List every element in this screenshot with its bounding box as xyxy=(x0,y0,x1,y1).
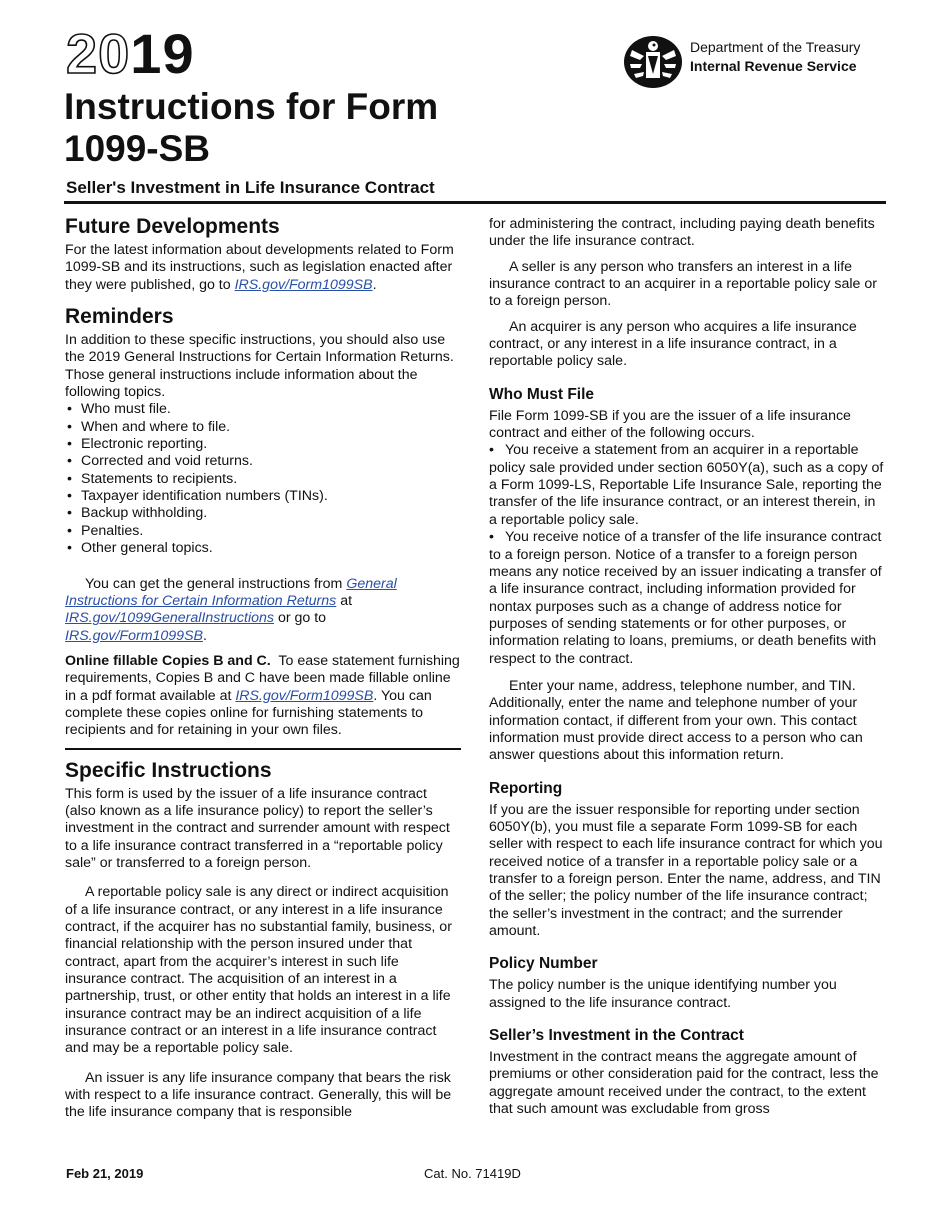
tax-year-solid: 19 xyxy=(130,22,195,85)
list-item: • Other general topics. xyxy=(65,540,461,557)
reporting-text: If you are the issuer responsible for reporting under section 6050Y(b), you must file a separate Form 1099-SB for each seller with respect to each life insurance contract for which you received notice of a transfer in a reportable policy sale or a transfer to a foreign person. Enter the name, address, and TIN of the seller; the policy number of the life insurance contract; the seller’s investment in the contract; and the surrender amount. xyxy=(489,801,883,940)
general-instructions-link[interactable]: General Instructions for Certain Information Returns xyxy=(65,575,397,609)
form-link[interactable]: IRS.gov/Form1099SB xyxy=(65,627,203,644)
seller-investment-heading: Seller’s Investment in the Contract xyxy=(489,1027,744,1045)
header-rule xyxy=(64,201,886,204)
who-must-file-text: File Form 1099-SB if you are the issuer of a life insurance contract and either of the following occurs. xyxy=(489,407,851,442)
list-item: • Taxpayer identification numbers (TINs). xyxy=(65,488,461,505)
page-title: Instructions for Form 1099-SB xyxy=(64,86,439,169)
future-developments-text: For the latest information about developments related to Form 1099-SB and its instructions, such as legislation enacted after they were published, go to IRS.gov/Form1099SB. xyxy=(65,242,454,293)
right-column xyxy=(489,216,887,1126)
acquirer-definition: An acquirer is any person who acquires a life insurance contract, or any interest in a life insurance contract, in a reportable policy sale. xyxy=(489,318,857,370)
future-link[interactable]: IRS.gov/Form1099SB xyxy=(234,276,373,293)
list-item: • Corrected and void returns. xyxy=(65,453,461,470)
continued-paragraph: for administering the contract, including paying death benefits under the life insurance contract. xyxy=(489,216,875,250)
topics-list xyxy=(65,401,461,557)
list-item: • Penalties. xyxy=(65,523,461,540)
revision-date: Feb 21, 2019 xyxy=(66,1166,144,1181)
page-subtitle: Seller's Investment in Life Insurance Contract xyxy=(66,178,435,197)
future-developments-heading: Future Developments xyxy=(65,215,280,238)
seller-definition: A seller is any person who transfers an interest in a life insurance contract to an acquirer in a reportable policy sale or to a foreign person. xyxy=(489,258,878,310)
policy-number-heading: Policy Number xyxy=(489,955,598,973)
list-item: • Electronic reporting. xyxy=(65,436,461,453)
seller-investment-text: Investment in the contract means the aggregate amount of premiums or other consideration paid for the contract, less the aggregate amount received under the contract, to the extent that such amount was excludable from gross xyxy=(489,1049,879,1118)
specific-paragraph-3: An issuer is any life insurance company that bears the risk with respect to a life insurance contract. Generally, this will be the life insurance company that is responsible xyxy=(65,1069,452,1121)
list-item: • Who must file. xyxy=(65,401,461,418)
list-item: • When and where to file. xyxy=(65,419,461,436)
reminders-text: In addition to these specific instructions, you should also use the 2019 General Instructions for Certain Information Returns. Those general instructions include information about the following topics. xyxy=(65,332,454,401)
irs-eagle-icon xyxy=(622,34,684,90)
specific-instructions-heading: Specific Instructions xyxy=(65,758,272,782)
who-must-file-bullet-1: • You receive a statement from an acquirer in a reportable policy sale provided under section 6050Y(a), such as a copy of a Form 1099-LS, Reportable Life Insurance Sale, reporting the transfer of the life insurance contract, or an interest therein, in a reportable policy sale. xyxy=(489,442,884,528)
tax-year-outline: 20 xyxy=(66,22,131,85)
left-column xyxy=(65,214,461,1130)
who-must-file-bullet-2: • You receive notice of a transfer of the life insurance contract to a foreign person. Notice of a transfer to a foreign person means any notice received by an issuer indicating a transfer of a life insurance contract, including information provided for nontax purposes such as a change of address notice for purposes of sending statements or for other purposes, or information relating to loans, premiums, or death benefits with respect to the contract. xyxy=(489,529,882,667)
irs-logo-block xyxy=(622,34,892,90)
list-item: • Backup withholding. xyxy=(65,505,461,522)
who-must-file-heading: Who Must File xyxy=(489,385,595,403)
dept-name: Department of the Treasury xyxy=(690,39,861,55)
contact-info-text: Enter your name, address, telephone number, and TIN. Additionally, enter the name and telephone number of your information contact, if different from your own. This contact information must provide direct access to a person who can answer questions about this information return. xyxy=(489,677,863,764)
policy-number-text: The policy number is the unique identifying number you assigned to the life insurance contract. xyxy=(489,977,837,1011)
reporting-heading: Reporting xyxy=(489,779,563,797)
fillable-link[interactable]: IRS.gov/Form1099SB xyxy=(235,687,374,704)
fillable-copies-text: Online fillable Copies B and C. To ease statement furnishing requirements, Copies B and C have been made fillable online in a pdf format available at IRS.gov/Form1099SB. You can complete these copies online for furnishing statements to recipients and for retaining in your own files. xyxy=(65,652,460,739)
reminders-heading: Reminders xyxy=(65,305,174,329)
tax-year xyxy=(66,22,195,85)
general-instructions-text: You can get the general instructions from General Instructions for Certain Information Returns at IRS.gov/1099GeneralInstructions or go to IRS.gov/Form1099SB. xyxy=(65,575,397,644)
general-instructions-url-link[interactable]: IRS.gov/1099GeneralInstructions xyxy=(65,610,274,627)
agency-name: Internal Revenue Service xyxy=(690,58,857,74)
specific-paragraph-1: This form is used by the issuer of a life insurance contract (also known as a life insurance policy) to report the seller’s investment in the contract and surrender amount with respect to a life insurance contract transferred in a “reportable policy sale” or transferred to a foreign person. xyxy=(65,785,450,871)
section-divider xyxy=(65,748,461,750)
specific-paragraph-2: A reportable policy sale is any direct or indirect acquisition of a life insurance contract, or any interest in a life insurance contract, if the acquirer has no substantial family, business, or financial relationship with the person insured under that contract, apart from the acquirer’s interest in such life insurance contract. The acquisition of an interest in a partnership, trust, or other entity that holds an interest in a life insurance contract may be an indirect acquisition of a life insurance contract or an interest in a life insurance contract and may be a reportable policy sale. xyxy=(65,884,452,1057)
list-item: • Statements to recipients. xyxy=(65,471,461,488)
fillable-copies-label: Online fillable Copies B and C. xyxy=(65,652,271,669)
catalog-number: Cat. No. 71419D xyxy=(424,1166,521,1181)
